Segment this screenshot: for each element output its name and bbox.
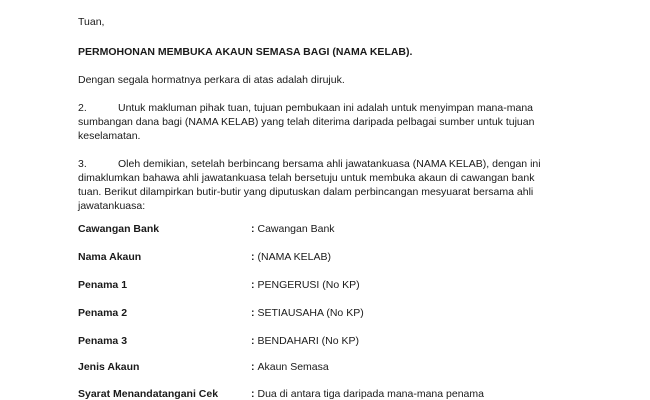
paragraph-2-line-3: keselamatan. bbox=[78, 130, 141, 142]
field-label-penama-1: Penama 1 bbox=[78, 279, 128, 291]
field-value-jenis-akaun: : Akaun Semasa bbox=[251, 361, 329, 373]
field-value-penama-1: : PENGERUSI (No KP) bbox=[251, 279, 360, 291]
paragraph-2-text-1: Untuk makluman pihak tuan, tujuan pembukaan ini adalah untuk menyimpan mana-mana bbox=[118, 102, 533, 114]
field-value-penama-3: : BENDAHARI (No KP) bbox=[251, 335, 360, 347]
paragraph-3-line-2: dimaklumkan bahawa ahli jawatankuasa telah bersetuju untuk membuka akaun di cawangan bank bbox=[78, 172, 535, 184]
paragraph-3-line-4: jawatankuasa: bbox=[78, 200, 146, 212]
field-value-syarat-cek: : Dua di antara tiga daripada mana-mana penama bbox=[251, 388, 484, 400]
salutation: Tuan, bbox=[78, 16, 105, 28]
field-label-penama-3: Penama 3 bbox=[78, 335, 128, 347]
paragraph-2-line-2: sumbangan dana bagi (NAMA KELAB) yang telah diterima daripada pelbagai sumber untuk tujuan bbox=[78, 116, 535, 128]
field-label-syarat-cek: Syarat Menandatangani Cek bbox=[78, 388, 219, 400]
field-label-nama-akaun: Nama Akaun bbox=[78, 251, 142, 263]
paragraph-3-line-1 bbox=[78, 157, 541, 171]
field-label-cawangan-bank: Cawangan Bank bbox=[78, 223, 160, 235]
paragraph-3-text-1: Oleh demikian, setelah berbincang bersama ahli jawatankuasa (NAMA KELAB), dengan ini bbox=[118, 158, 541, 170]
field-label-penama-2: Penama 2 bbox=[78, 307, 128, 319]
field-value-cawangan-bank: : Cawangan Bank bbox=[251, 223, 335, 235]
letter-subject: PERMOHONAN MEMBUKA AKAUN SEMASA BAGI (NAMA KELAB). bbox=[78, 46, 413, 58]
paragraph-3-line-3: tuan. Berikut dilampirkan butir-butir yang diputuskan dalam perbincangan mesyuarat bersama ahli bbox=[78, 186, 534, 198]
field-value-penama-2: : SETIAUSAHA (No KP) bbox=[251, 307, 364, 319]
intro-sentence: Dengan segala hormatnya perkara di atas adalah dirujuk. bbox=[78, 74, 345, 86]
field-value-nama-akaun: : (NAMA KELAB) bbox=[251, 251, 332, 263]
paragraph-2-number: 2. bbox=[78, 102, 87, 114]
field-label-jenis-akaun: Jenis Akaun bbox=[78, 361, 140, 373]
paragraph-2-line-1 bbox=[78, 101, 533, 115]
paragraph-3-number: 3. bbox=[78, 158, 87, 170]
